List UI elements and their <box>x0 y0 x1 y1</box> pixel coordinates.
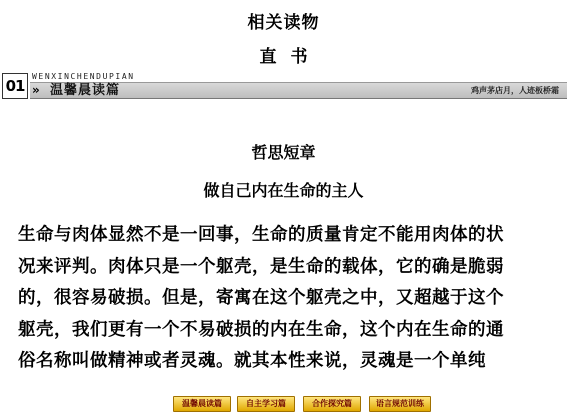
nav-button-morning-reading[interactable]: 温馨晨读篇 <box>173 396 231 412</box>
nav-button-language-training[interactable]: 语言规范训练 <box>369 396 431 412</box>
banner-section-name: 温馨晨读篇 <box>50 83 121 98</box>
body-line: 况来评判。肉体只是一个躯壳，是生命的载体，它的确是脆弱 <box>18 256 504 277</box>
article-title: 做自己内在生命的主人 <box>203 181 364 200</box>
banner-motto: 鸡声茅店月，人迹板桥霜 <box>471 85 559 95</box>
banner-number: 01 <box>2 73 28 99</box>
body-line: 俗名称叫做精神或者灵魂。就其本性来说，灵魂是一个单纯 <box>18 351 486 371</box>
banner-pinyin: WENXINCHENDUPIAN <box>32 72 135 81</box>
nav-button-self-study[interactable]: 自主学习篇 <box>237 396 295 412</box>
double-chevron-icon: » <box>32 83 40 97</box>
footer-nav <box>0 396 567 414</box>
body-line: 的，很容易破损。但是，寄寓在这个躯壳之中，又超越于这个 <box>18 288 504 308</box>
body-line: 躯壳，我们更有一个不易破损的内在生命，这个内在生命的通 <box>18 319 504 340</box>
section-banner <box>0 71 567 99</box>
body-line: 生命与肉体显然不是一回事，生命的质量肯定不能用肉体的状 <box>18 225 504 245</box>
page-title: 相关读物 <box>247 13 320 33</box>
nav-button-cooperative-inquiry[interactable]: 合作探究篇 <box>303 396 361 412</box>
article-body <box>18 220 553 378</box>
page-subtitle: 直书 <box>259 47 322 67</box>
section-heading: 哲思短章 <box>251 143 316 162</box>
